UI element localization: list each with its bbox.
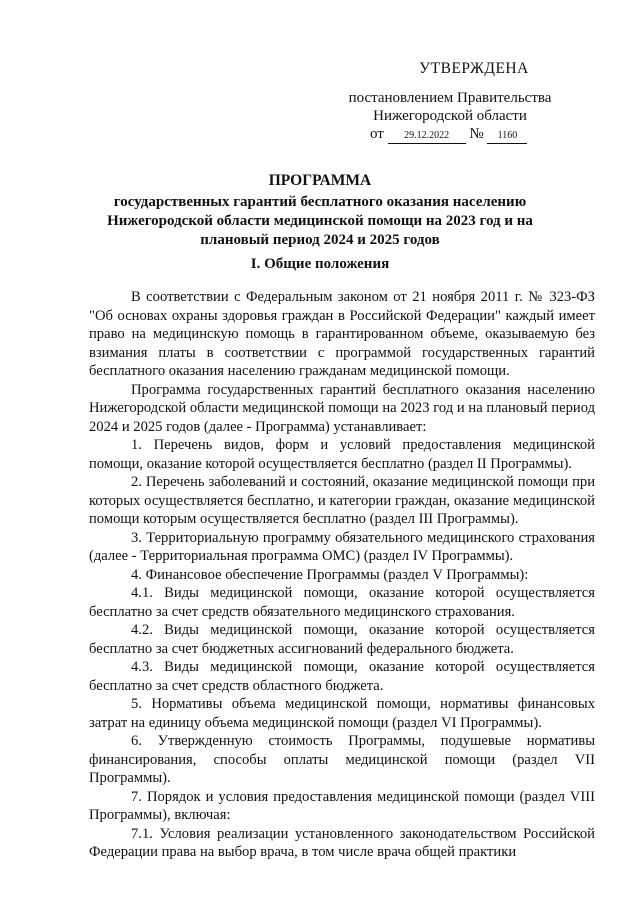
paragraph: 5. Нормативы объема медицинской помощи, нормативы финансовых затрат на единицу объема медицинской помощи (раздел VI Программы).	[89, 696, 595, 731]
approval-region-line: Нижегородской области	[373, 108, 527, 124]
approval-decree-line: постановлением Правительства	[348, 90, 552, 106]
number-sign: №	[469, 126, 484, 142]
title-subtitle: государственных гарантий бесплатного оказания населению Нижегородской области медицинской помощи на 2023 год и на плановый период 2024 и 2025 годов	[107, 194, 533, 248]
approval-block	[340, 60, 560, 144]
section-heading: I. Общие положения	[250, 256, 390, 272]
paragraph: 7.1. Условия реализации установленного законодательством Российской Федерации права на выбор врача, в том числе врача общей практики	[89, 825, 595, 860]
paragraph: 4.3. Виды медицинской помощи, оказание которой осуществляется бесплатно за счет средств областного бюджета.	[89, 659, 595, 694]
paragraph: 3. Территориальную программу обязательного медицинского страхования (далее - Территориальная программа ОМС) (раздел IV Программы).	[89, 529, 595, 564]
paragraph: 4.2. Виды медицинской помощи, оказание которой осуществляется бесплатно за счет бюджетных ассигнований федерального бюджета.	[89, 622, 595, 657]
paragraph: 7. Порядок и условия предоставления медицинской помощи (раздел VIII Программы), включая:	[89, 788, 595, 823]
paragraph: 2. Перечень заболеваний и состояний, оказание медицинской помощи при которых осуществляется бесплатно, и категории граждан, оказание медицинской помощи которым осуществляется бесплатно (раздел III Программы).	[89, 474, 595, 527]
document-title	[80, 171, 560, 250]
approval-word: УТВЕРЖДЕНА	[419, 60, 529, 77]
approval-date: 29.12.2022	[388, 129, 466, 144]
paragraph: 1. Перечень видов, форм и условий предоставления медицинской помощи, оказание которой осуществляется бесплатно (раздел II Программы).	[89, 437, 595, 472]
paragraph: 4.1. Виды медицинской помощи, оказание которой осуществляется бесплатно за счет средств обязательного медицинского страхования.	[89, 585, 595, 620]
paragraph: Программа государственных гарантий бесплатного оказания населению Нижегородской области медицинской помощи на 2023 год и на плановый период 2024 и 2025 годов (далее - Программа) устанавливает:	[89, 381, 595, 435]
paragraph: В соответствии с Федеральным законом от 21 ноября 2011 г. № 323-ФЗ "Об основах охраны здоровья граждан в Российской Федерации" каждый имеет право на медицинскую помощь в гарантированном объеме, оказываемую без взимания платы в соответствии с программой государственных гарантий бесплатного оказания населению гражданам медицинской помощи.	[89, 289, 595, 379]
title-heading: ПРОГРАММА	[268, 172, 372, 189]
document-body	[89, 288, 595, 862]
approval-number: 1160	[487, 129, 527, 144]
date-prefix: от	[370, 126, 384, 142]
paragraph: 6. Утвержденную стоимость Программы, подушевые нормативы финансирования, способы оплаты медицинской помощи (раздел VII Программы).	[89, 733, 595, 786]
approval-date-row	[370, 125, 560, 144]
paragraph: 4. Финансовое обеспечение Программы (раздел V Программы):	[131, 566, 529, 583]
